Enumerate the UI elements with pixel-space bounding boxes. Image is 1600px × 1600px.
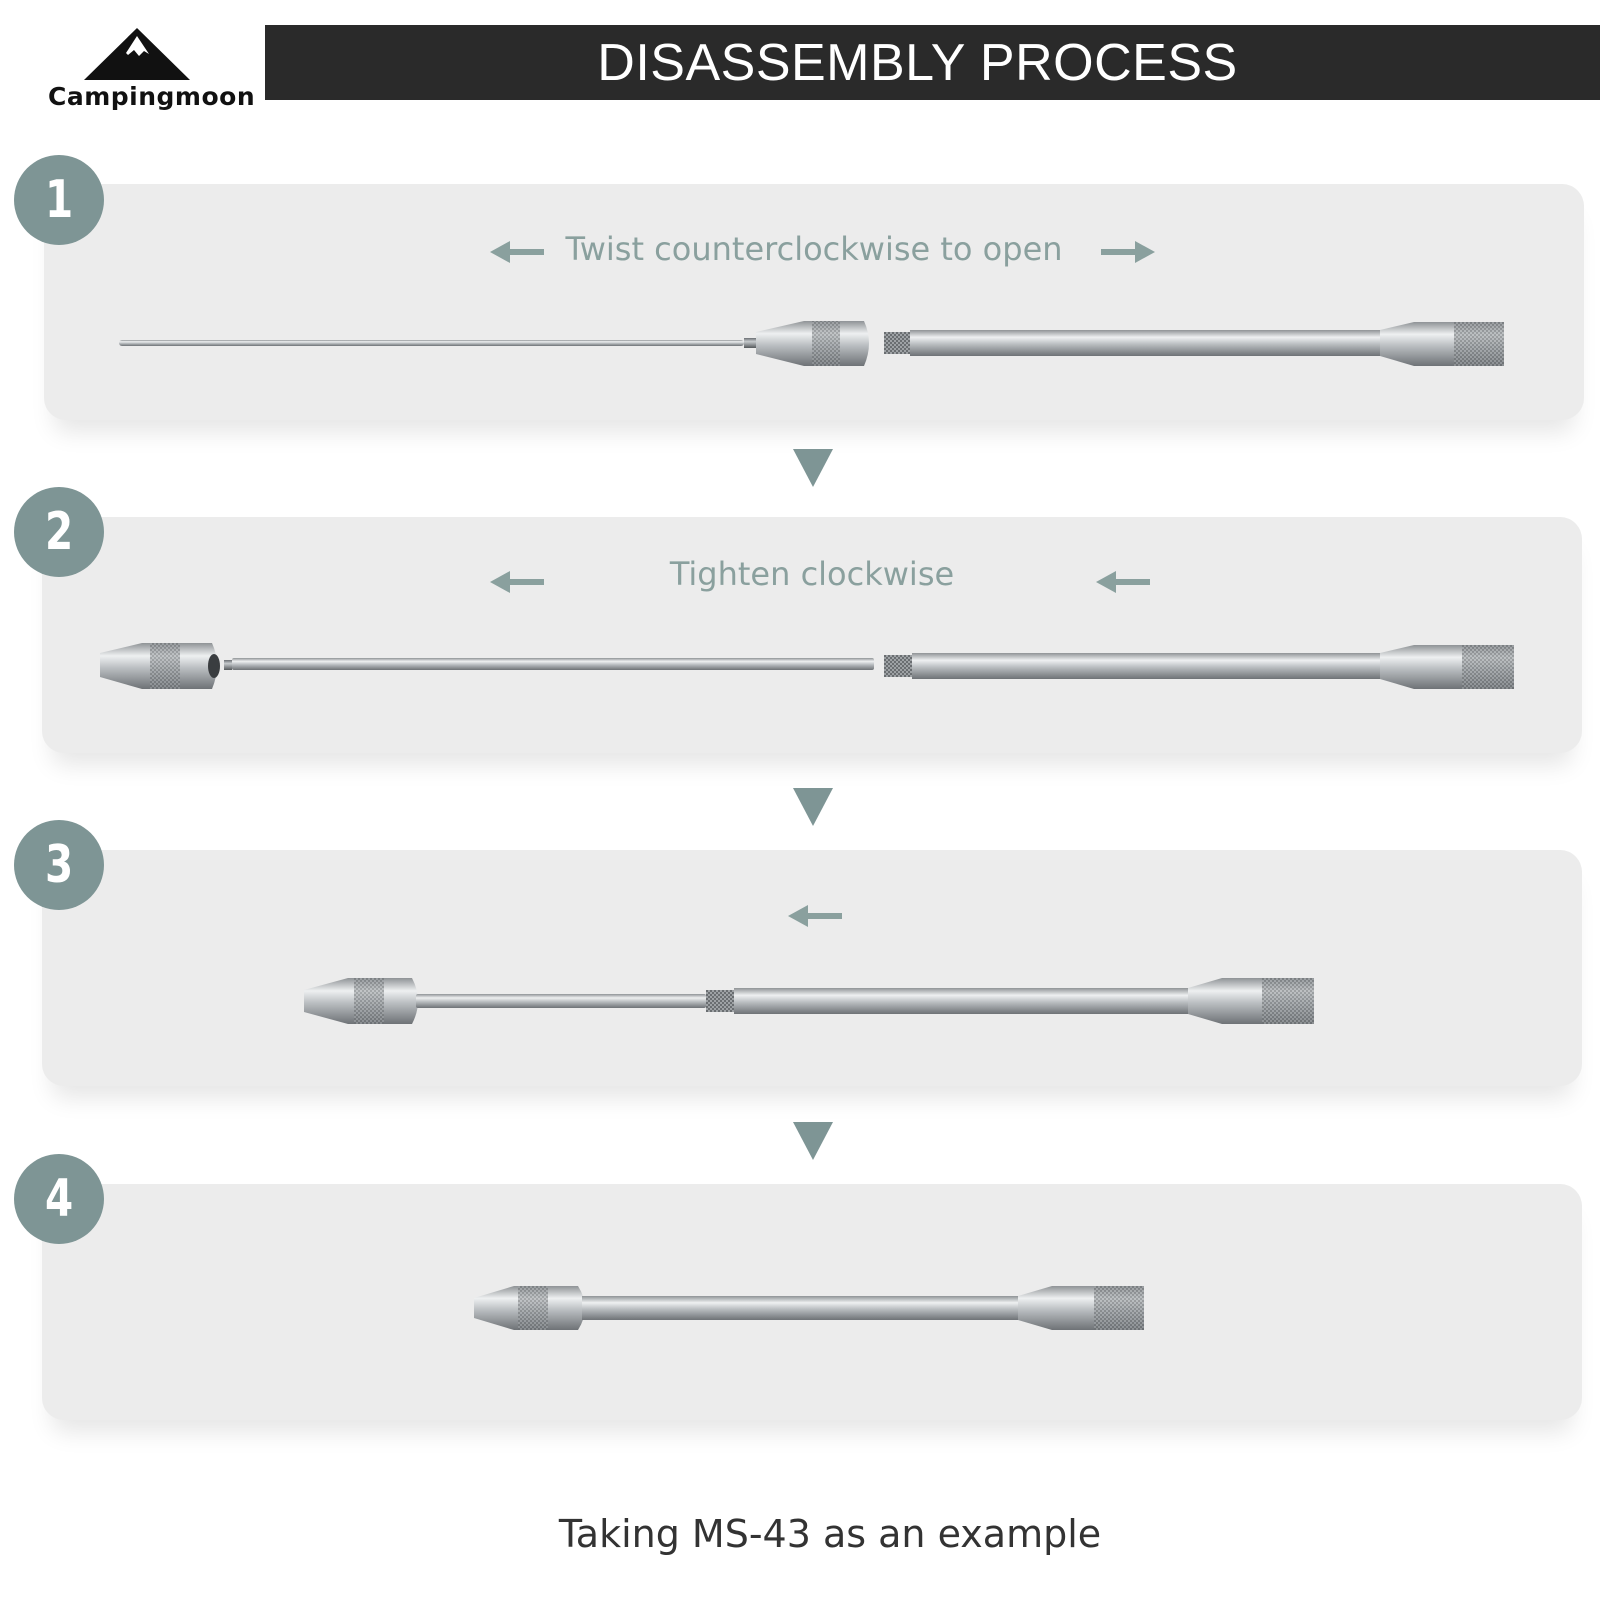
step-4-panel bbox=[42, 1184, 1582, 1420]
footer-note: Taking MS-43 as an example bbox=[558, 1512, 1102, 1556]
header-banner bbox=[265, 25, 1600, 100]
step-1-rod-illustration bbox=[44, 184, 1584, 420]
step-4-badge bbox=[14, 1154, 104, 1244]
brand-logo bbox=[40, 26, 256, 126]
step-1-panel bbox=[44, 184, 1584, 420]
step-3-number: 3 bbox=[44, 835, 74, 895]
step-1-caption: Twist counterclockwise to open bbox=[565, 230, 1063, 268]
step-1-badge bbox=[14, 155, 104, 245]
step-3-rod-illustration bbox=[42, 850, 1582, 1086]
mountain-logo-icon bbox=[82, 26, 192, 82]
step-2-caption: Tighten clockwise bbox=[669, 555, 955, 593]
logo-wordmark: Campingmoon bbox=[48, 82, 256, 111]
page-title: DISASSEMBLY PROCESS bbox=[597, 33, 1238, 92]
down-arrow-icon bbox=[793, 1120, 833, 1160]
step-3-badge bbox=[14, 820, 104, 910]
step-4-rod-illustration bbox=[42, 1184, 1582, 1420]
down-arrow-icon bbox=[793, 447, 833, 487]
step-4-number: 4 bbox=[44, 1169, 74, 1229]
step-2-rod-illustration bbox=[42, 517, 1582, 753]
down-arrow-icon bbox=[793, 786, 833, 826]
step-2-panel bbox=[42, 517, 1582, 753]
step-1-number: 1 bbox=[44, 170, 74, 230]
step-3-panel bbox=[42, 850, 1582, 1086]
step-2-badge bbox=[14, 487, 104, 577]
step-2-number: 2 bbox=[44, 502, 74, 562]
